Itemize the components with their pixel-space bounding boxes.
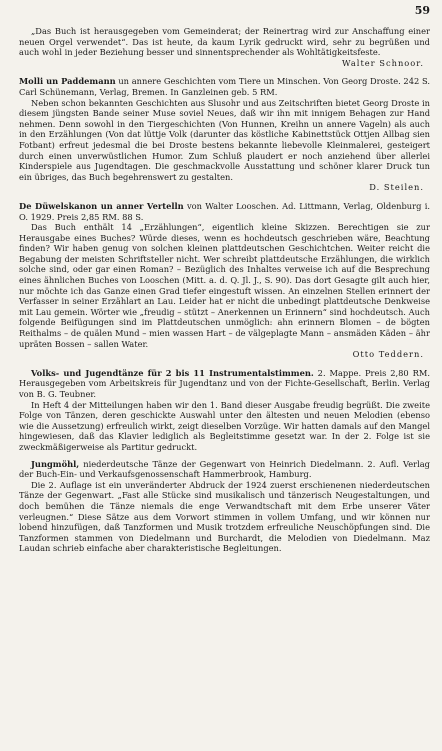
review-paragraph: Das Buch enthält 14 „Erzählungen“, eigentlich kleine Skizzen. Berechtigen sie zur Herausgabe eines Buches? Würde dieses, wenn es hochdeutsch geschrieben wäre, Beachtung finden? Wir haben genug von solchen kleinen plattdeutschen Geschichtchen. Weiter reicht die Begabung der meisten Schriftsteller nicht. Wer schreibt plattdeutsche Erzählungen, die wirklich solche sind, oder gar einen Roman? – Bezüglich des Inhaltes verweise ich auf die Besprechung eines ähnlichen Buches von Looschen (Mitt. a. d. Q. Jl. J., S. 90). Das dort Gesagte gilt auch hier, nur möchte ich das Ganze einen Grad tiefer eingestuft wissen. An einzelnen Stellen erinnert der Verfasser in seiner Erzählart an Lau. Leider hat er nicht die unbedingt plattdeutsche Denkweise mit Lau gemein. Wörter wie „freudig – stützt – Anerkennen un Erinnern“ sind hochdeutsch. Auch folgende Beifügungen sind im Plattdeutschen unmöglich: ahn erinnern Blomen – de bögten Reithalms – de quälen Mund – mien wassen Hart – de välgeplagte Mann – ansmäden Käden – ähr upräten Bossen – sallen Water. xyxy=(19,222,430,349)
review-heading xyxy=(19,201,430,222)
review-paragraph: Die 2. Auflage ist ein unveränderter Abdruck der 1924 zuerst erschienenen niederdeutschen Tänze der Gegenwart. „Fast alle Stücke sind musikalisch und tänzerisch Neugestaltungen, und doch bemühen die Tänze niemals die enge Verwandtschaft mit dem Erbe unserer Väter verleugnen.“ Diese Sätze aus dem Vorwort stimmen in vollem Umfang, und wir können nur lobend hinzufügen, daß Tanzformen und Musik trotzdem erfreuliche Neuschöpfungen sind. Die Tanzformen stammen von Diedelmann und Burchardt, die Melodien von Diedelmann. Maz Laudan schrieb einfache aber charakteristische Begleitungen. xyxy=(19,479,430,554)
reviewer-signature: D. Steilen. xyxy=(369,182,424,193)
page-number: 59 xyxy=(414,4,430,17)
book-title: Jungmöhl, xyxy=(31,458,80,469)
review-gemeinderat xyxy=(19,26,430,68)
book-bibliographic-info: niederdeutsche Tänze der Gegenwart von Heinrich Diedelmann. 2. Aufl. Verlag der Buch-Ein- und Verkaufsgenossenschaft Hammerbrook, Hamburg. xyxy=(19,458,430,480)
reviewer-signature: Otto Teddern. xyxy=(352,349,424,360)
book-bibliographic-info: von Walter Looschen. Ad. Littmann, Verlag, Oldenburg i. O. 1929. Preis 2,85 RM. 88 S. xyxy=(19,200,430,222)
review-jungmoehl xyxy=(19,459,430,554)
review-heading xyxy=(19,459,430,480)
review-paragraph: In Heft 4 der Mitteilungen haben wir den 1. Band dieser Ausgabe freudig begrüßt. Die zweite Folge von Tänzen, deren geschickte Auswahl unter den ältesten und neuen Melodien (ebenso wie die Aussetzung) erfreulich wirkt, zeigt dieselben Vorzüge. Wir hatten damals auf den Mangel hingewiesen, daß das Klavier lediglich als Begleitstimme gesetzt war. In der 2. Folge ist sie zweckmäßigerweise als Partitur gedruckt. xyxy=(19,399,430,452)
review-paragraph: Neben schon bekannten Geschichten aus Slusohr und aus Zeitschriften bietet Georg Droste in diesem jüngsten Bande seiner Muse soviel Neues, daß wir ihn mit innigem Behagen zur Hand nehmen. Denn sowohl in den Tiergeschichten (Von Hunnen, Kreihn un annere Vageln) als auch in den Erzählungen (Von dat lüttje Volk (darunter das köstliche Kabinettstück Ottjen Allbag sien Fotbant) erfreut jedesmal die bei Droste bestens bekannte liebevolle Kleinmalerei, gesteigert durch einen unverwüstlichen Humor. Zum Schluß plaudert er noch anziehend über allerlei Kinderspiele aus Jugendtagen. Die geschmackvolle Ausstattung und schöner klarer Druck tun ein übriges, das Buch begehrenswert zu gestalten. xyxy=(19,97,430,182)
review-paragraph: „Das Buch ist herausgegeben vom Gemeinderat; der Reinertrag wird zur Anschaffung einer neuen Orgel verwendet“. Das ist heute, da kaum Lyrik gedruckt wird, sehr zu begrüßen und auch wohl in jeder Beziehung besser und sinnentsprechender als Wohltätigkeitsfeste. xyxy=(19,26,430,58)
reviewer-signature: Walter Schnoor. xyxy=(342,57,424,68)
book-bibliographic-info: 2. Mappe. Preis 2,80 RM. Herausgegeben vom Arbeitskreis für Jugendtanz und von der Fichte-Gesellschaft, Berlin. Verlag von B. G. Teubner. xyxy=(19,367,430,399)
review-molli-un-paddemann xyxy=(19,76,430,193)
review-heading xyxy=(19,76,430,97)
review-volks-und-jugendtaenze xyxy=(19,368,430,453)
book-title: De Düwelskanon un anner Vertelln xyxy=(19,200,184,211)
book-title: Volks- und Jugendtänze für 2 bis 11 Instrumentalstimmen. xyxy=(31,367,314,378)
book-bibliographic-info: un annere Geschichten vom Tiere un Minschen. Von Georg Droste. 242 S. Carl Schünemann, Verlag, Bremen. In Ganzleinen geb. 5 RM. xyxy=(19,76,430,97)
book-title: Molli un Paddemann xyxy=(19,76,116,87)
review-heading xyxy=(19,368,430,400)
review-duewelskanon xyxy=(19,201,430,360)
